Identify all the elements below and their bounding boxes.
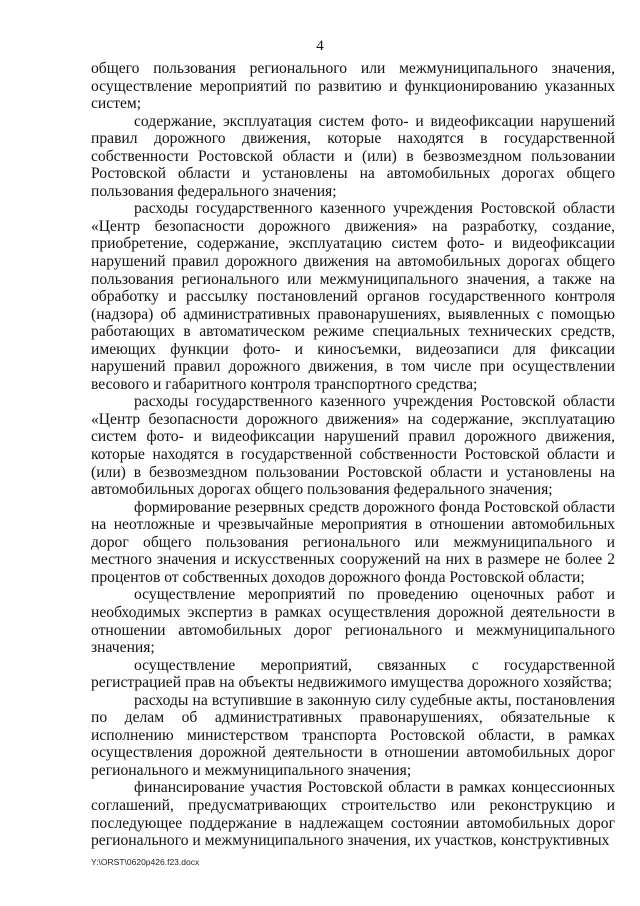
page-number: 4 — [316, 38, 324, 54]
paragraph-state-registration: осуществление мероприятий, связанных с государственной регистрацией прав на объекты недвижимого имущества дорожного хозяйства; — [91, 656, 615, 692]
paragraph-center-expenses-development: расходы государственного казенного учреждения Ростовской области «Центр безопасности дорожного движения» на разработку, создание, приобретение, содержание, эксплуатацию систем фото- и видеофиксации нарушений правил дорожного движения на автомобильных дорогах общего пользования регионального или межмуниципального значения, а также на обработку и рассылку постановлений органов государственного контроля (надзора) об административных правонарушениях, выявленных с помощью работающих в автоматическом режиме специальных технических средств, имеющих функции фото- и киносъемки, видеозаписи для фиксации нарушений правил дорожного движения, в том числе при осуществлении весового и габаритного контроля транспортного средства; — [91, 200, 615, 393]
paragraph-continuation: общего пользования регионального или межмуниципального значения, осуществление мероприятий по развитию и функционированию указанных систем; — [91, 60, 615, 113]
paragraph-valuation-works: осуществление мероприятий по проведению оценочных работ и необходимых экспертиз в рамках осуществления дорожной деятельности в отношении автомобильных дорог регионального и межмуниципального значения; — [91, 586, 615, 657]
document-body — [91, 60, 615, 850]
paragraph-reserve-funds: формирование резервных средств дорожного фонда Ростовской области на неотложные и чрезвычайные мероприятия в отношении автомобильных дорог общего пользования регионального или межмуниципального и местного значения и искусственных сооружений на них в размере не более 2 процентов от собственных доходов дорожного фонда Ростовской области; — [91, 498, 615, 586]
file-path-footer: Y:\ORST\0620p426.f23.docx — [91, 857, 200, 867]
paragraph-photo-video-federal: содержание, эксплуатация систем фото- и видеофиксации нарушений правил дорожного движения, которые находятся в государственной собственности Ростовской области и (или) в безвозмездном пользовании Ростовской области и установлены на автомобильных дорогах общего пользования федерального значения; — [91, 112, 615, 200]
paragraph-center-expenses-maintenance: расходы государственного казенного учреждения Ростовской области «Центр безопасности дорожного движения» на содержание, эксплуатацию систем фото- и видеофиксации нарушений правил дорожного движения, которые находятся в государственной собственности Ростовской области и (или) в безвозмездном пользовании Ростовской области и установлены на автомобильных дорогах общего пользования федерального значения; — [91, 393, 615, 499]
paragraph-concession-agreements: финансирование участия Ростовской области в рамках концессионных соглашений, предусматривающих строительство или реконструкцию и последующее поддержание в надлежащем состоянии автомобильных дорог регионального и межмуниципального значения, их участков, конструктивных — [91, 779, 615, 850]
paragraph-court-acts: расходы на вступившие в законную силу судебные акты, постановления по делам об административных правонарушениях, обязательные к исполнению министерством транспорта Ростовской области, в рамках осуществления дорожной деятельности в отношении автомобильных дорог регионального и межмуниципального значения; — [91, 691, 615, 779]
